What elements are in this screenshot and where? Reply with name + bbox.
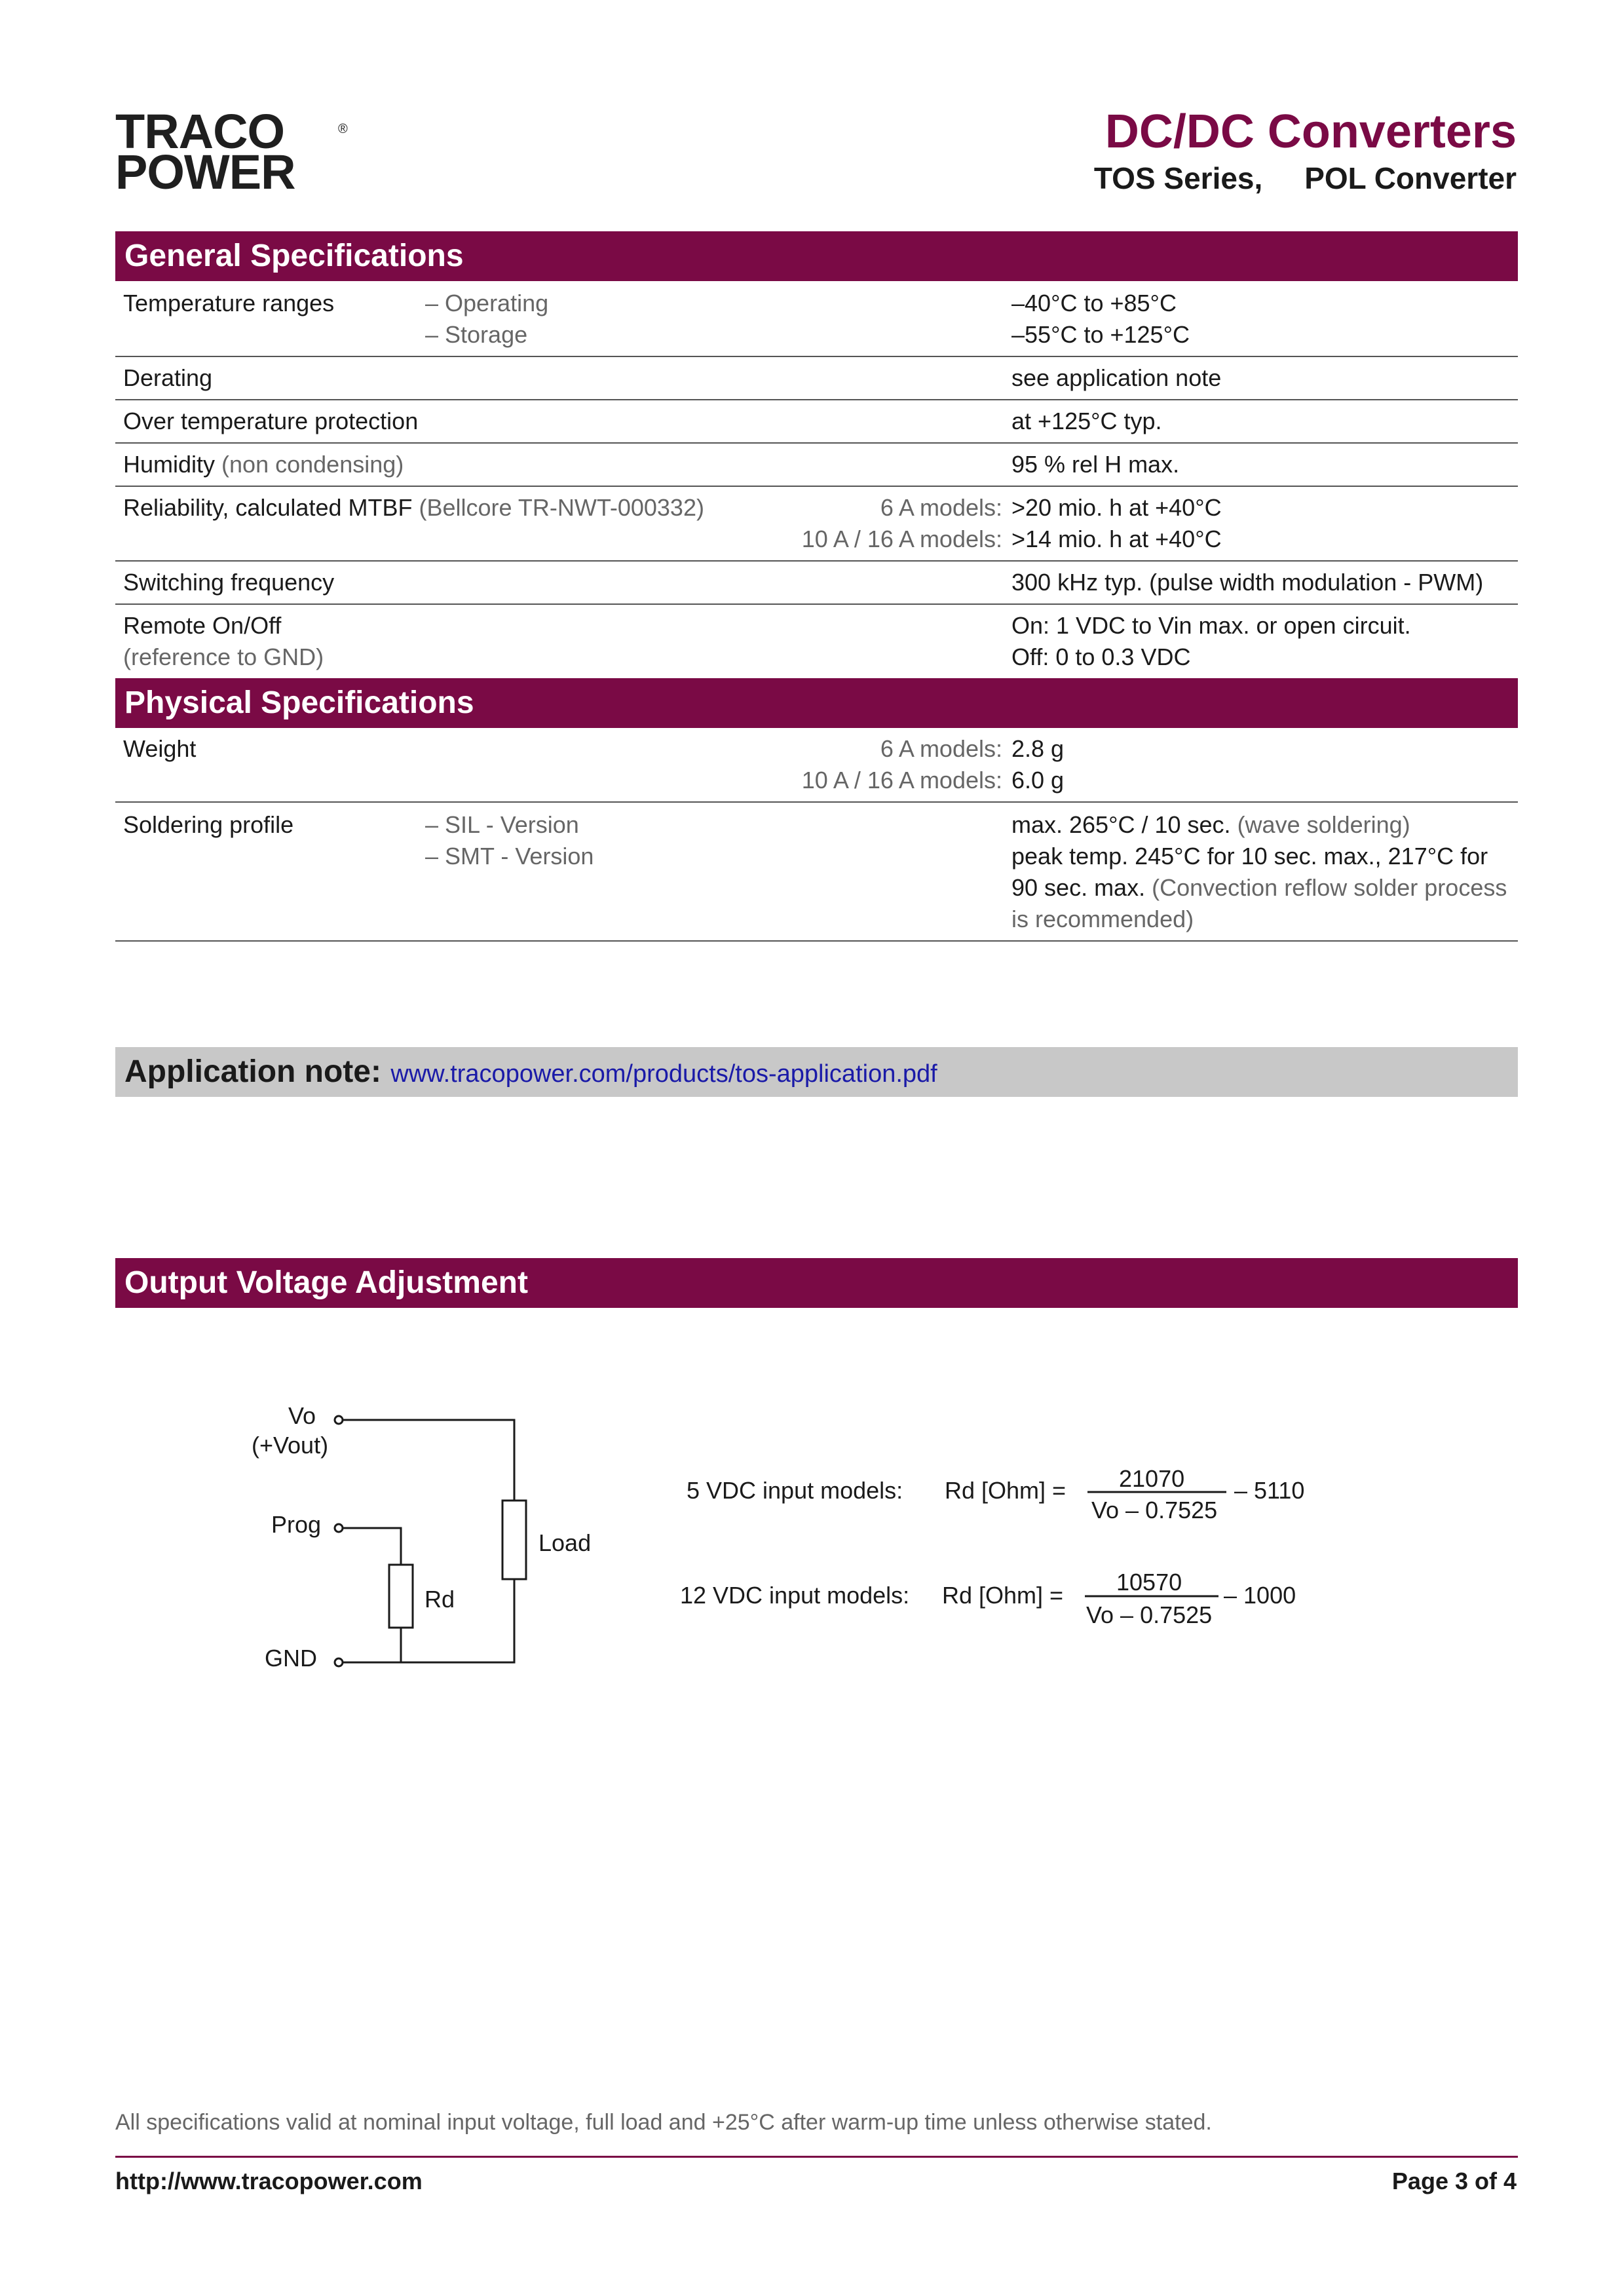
vo-terminal: [335, 1416, 343, 1424]
spec-label: Temperature ranges: [123, 290, 335, 316]
gnd-terminal: [335, 1658, 343, 1666]
spec-value: 2.8 g: [1011, 735, 1065, 762]
rd-label: Rd: [425, 1586, 455, 1613]
footer-url[interactable]: http://www.tracopower.com: [115, 2168, 423, 2194]
spec-value: –55°C to +125°C: [1011, 321, 1190, 348]
spec-label: Weight: [123, 735, 197, 762]
spec-value: 300 kHz typ. (pulse width modulation - PWM): [1011, 569, 1484, 596]
spec-label: Switching frequency: [123, 569, 335, 596]
model-label: 6 A models:: [880, 494, 1002, 521]
spec-sub-label: – SMT - Version: [425, 843, 594, 870]
prog-label: Prog: [271, 1511, 322, 1538]
footer-divider: [115, 2156, 1518, 2158]
physical-specs-heading: Physical Specifications: [115, 678, 1518, 728]
load-resistor: [502, 1501, 526, 1579]
spec-value: Off: 0 to 0.3 VDC: [1011, 643, 1191, 670]
eq2-numerator: 10570: [1116, 1569, 1182, 1596]
logo-line-1: TRACO: [115, 104, 285, 159]
spec-label: Reliability, calculated MTBF (Bellcore TR-NWT-000332): [123, 494, 704, 521]
spec-note: (non condensing): [221, 451, 404, 478]
spec-note: (wave soldering): [1237, 811, 1410, 838]
eq1-label: 5 VDC input models:: [687, 1477, 903, 1504]
spec-value: >14 mio. h at +40°C: [1011, 526, 1222, 552]
spec-label: Over temperature protection: [123, 408, 419, 434]
logo-line-2: POWER: [115, 145, 295, 199]
spec-value: max. 265°C / 10 sec. (wave soldering): [1011, 811, 1410, 838]
spec-value: –40°C to +85°C: [1011, 290, 1177, 316]
vo-label: Vo: [288, 1402, 316, 1429]
vout-label: (+Vout): [252, 1432, 329, 1459]
footer-note: All specifications valid at nominal input voltage, full load and +25°C after warm-up time unless otherwise stated.: [115, 2110, 1212, 2135]
spec-sub-label: – SIL - Version: [425, 811, 579, 838]
eq1-lhs: Rd [Ohm] =: [945, 1477, 1067, 1504]
spec-note: (Convection reflow solder process: [1152, 874, 1507, 901]
spec-label: Derating: [123, 364, 213, 391]
spec-value: 95 % rel H max.: [1011, 451, 1180, 478]
spec-note: (Bellcore TR-NWT-000332): [419, 494, 704, 521]
gnd-label: GND: [265, 1645, 317, 1672]
model-label: 10 A / 16 A models:: [801, 767, 1002, 794]
rd-resistor: [389, 1565, 413, 1628]
load-label: Load: [538, 1529, 592, 1556]
spec-value: 90 sec. max. (Convection reflow solder process: [1011, 874, 1507, 901]
spec-note: (reference to GND): [123, 643, 324, 670]
registered-mark: ®: [338, 122, 347, 136]
spec-value: at +125°C typ.: [1011, 408, 1162, 434]
spec-value: 6.0 g: [1011, 767, 1065, 794]
eq1-denominator: Vo – 0.7525: [1091, 1497, 1218, 1523]
eq2-lhs: Rd [Ohm] =: [942, 1582, 1064, 1609]
application-note-link[interactable]: www.tracopower.com/products/tos-application.pdf: [390, 1060, 937, 1088]
spec-sub-label: – Operating: [425, 290, 549, 316]
page-subtitle: TOS Series, POL Converter: [1093, 161, 1517, 195]
model-label: 6 A models:: [880, 735, 1002, 762]
model-label: 10 A / 16 A models:: [801, 526, 1002, 552]
spec-value: see application note: [1011, 364, 1222, 391]
output-adjust-heading: Output Voltage Adjustment: [115, 1258, 1518, 1308]
spec-label: Remote On/Off: [123, 612, 282, 639]
spec-label: Humidity (non condensing): [123, 451, 404, 478]
spec-value: peak temp. 245°C for 10 sec. max., 217°C for: [1011, 843, 1488, 870]
spec-note: is recommended): [1011, 906, 1194, 932]
eq2-denominator: Vo – 0.7525: [1086, 1601, 1213, 1628]
eq2-label: 12 VDC input models:: [680, 1582, 910, 1609]
spec-label: Soldering profile: [123, 811, 294, 838]
eq1-tail: – 5110: [1234, 1477, 1305, 1504]
spec-value: On: 1 VDC to Vin max. or open circuit.: [1011, 612, 1411, 639]
general-specs-heading: General Specifications: [115, 231, 1518, 281]
vo-wire: [343, 1420, 514, 1501]
spec-value: >20 mio. h at +40°C: [1011, 494, 1222, 521]
prog-wire: [343, 1528, 401, 1565]
prog-terminal: [335, 1524, 343, 1532]
spec-sub-label: – Storage: [425, 321, 528, 348]
eq2-tail: – 1000: [1224, 1582, 1296, 1609]
page-number: Page 3 of 4: [1391, 2168, 1517, 2194]
eq1-numerator: 21070: [1119, 1465, 1185, 1492]
page-title: DC/DC Converters: [1105, 105, 1517, 158]
application-note-label: Application note:: [124, 1054, 381, 1089]
